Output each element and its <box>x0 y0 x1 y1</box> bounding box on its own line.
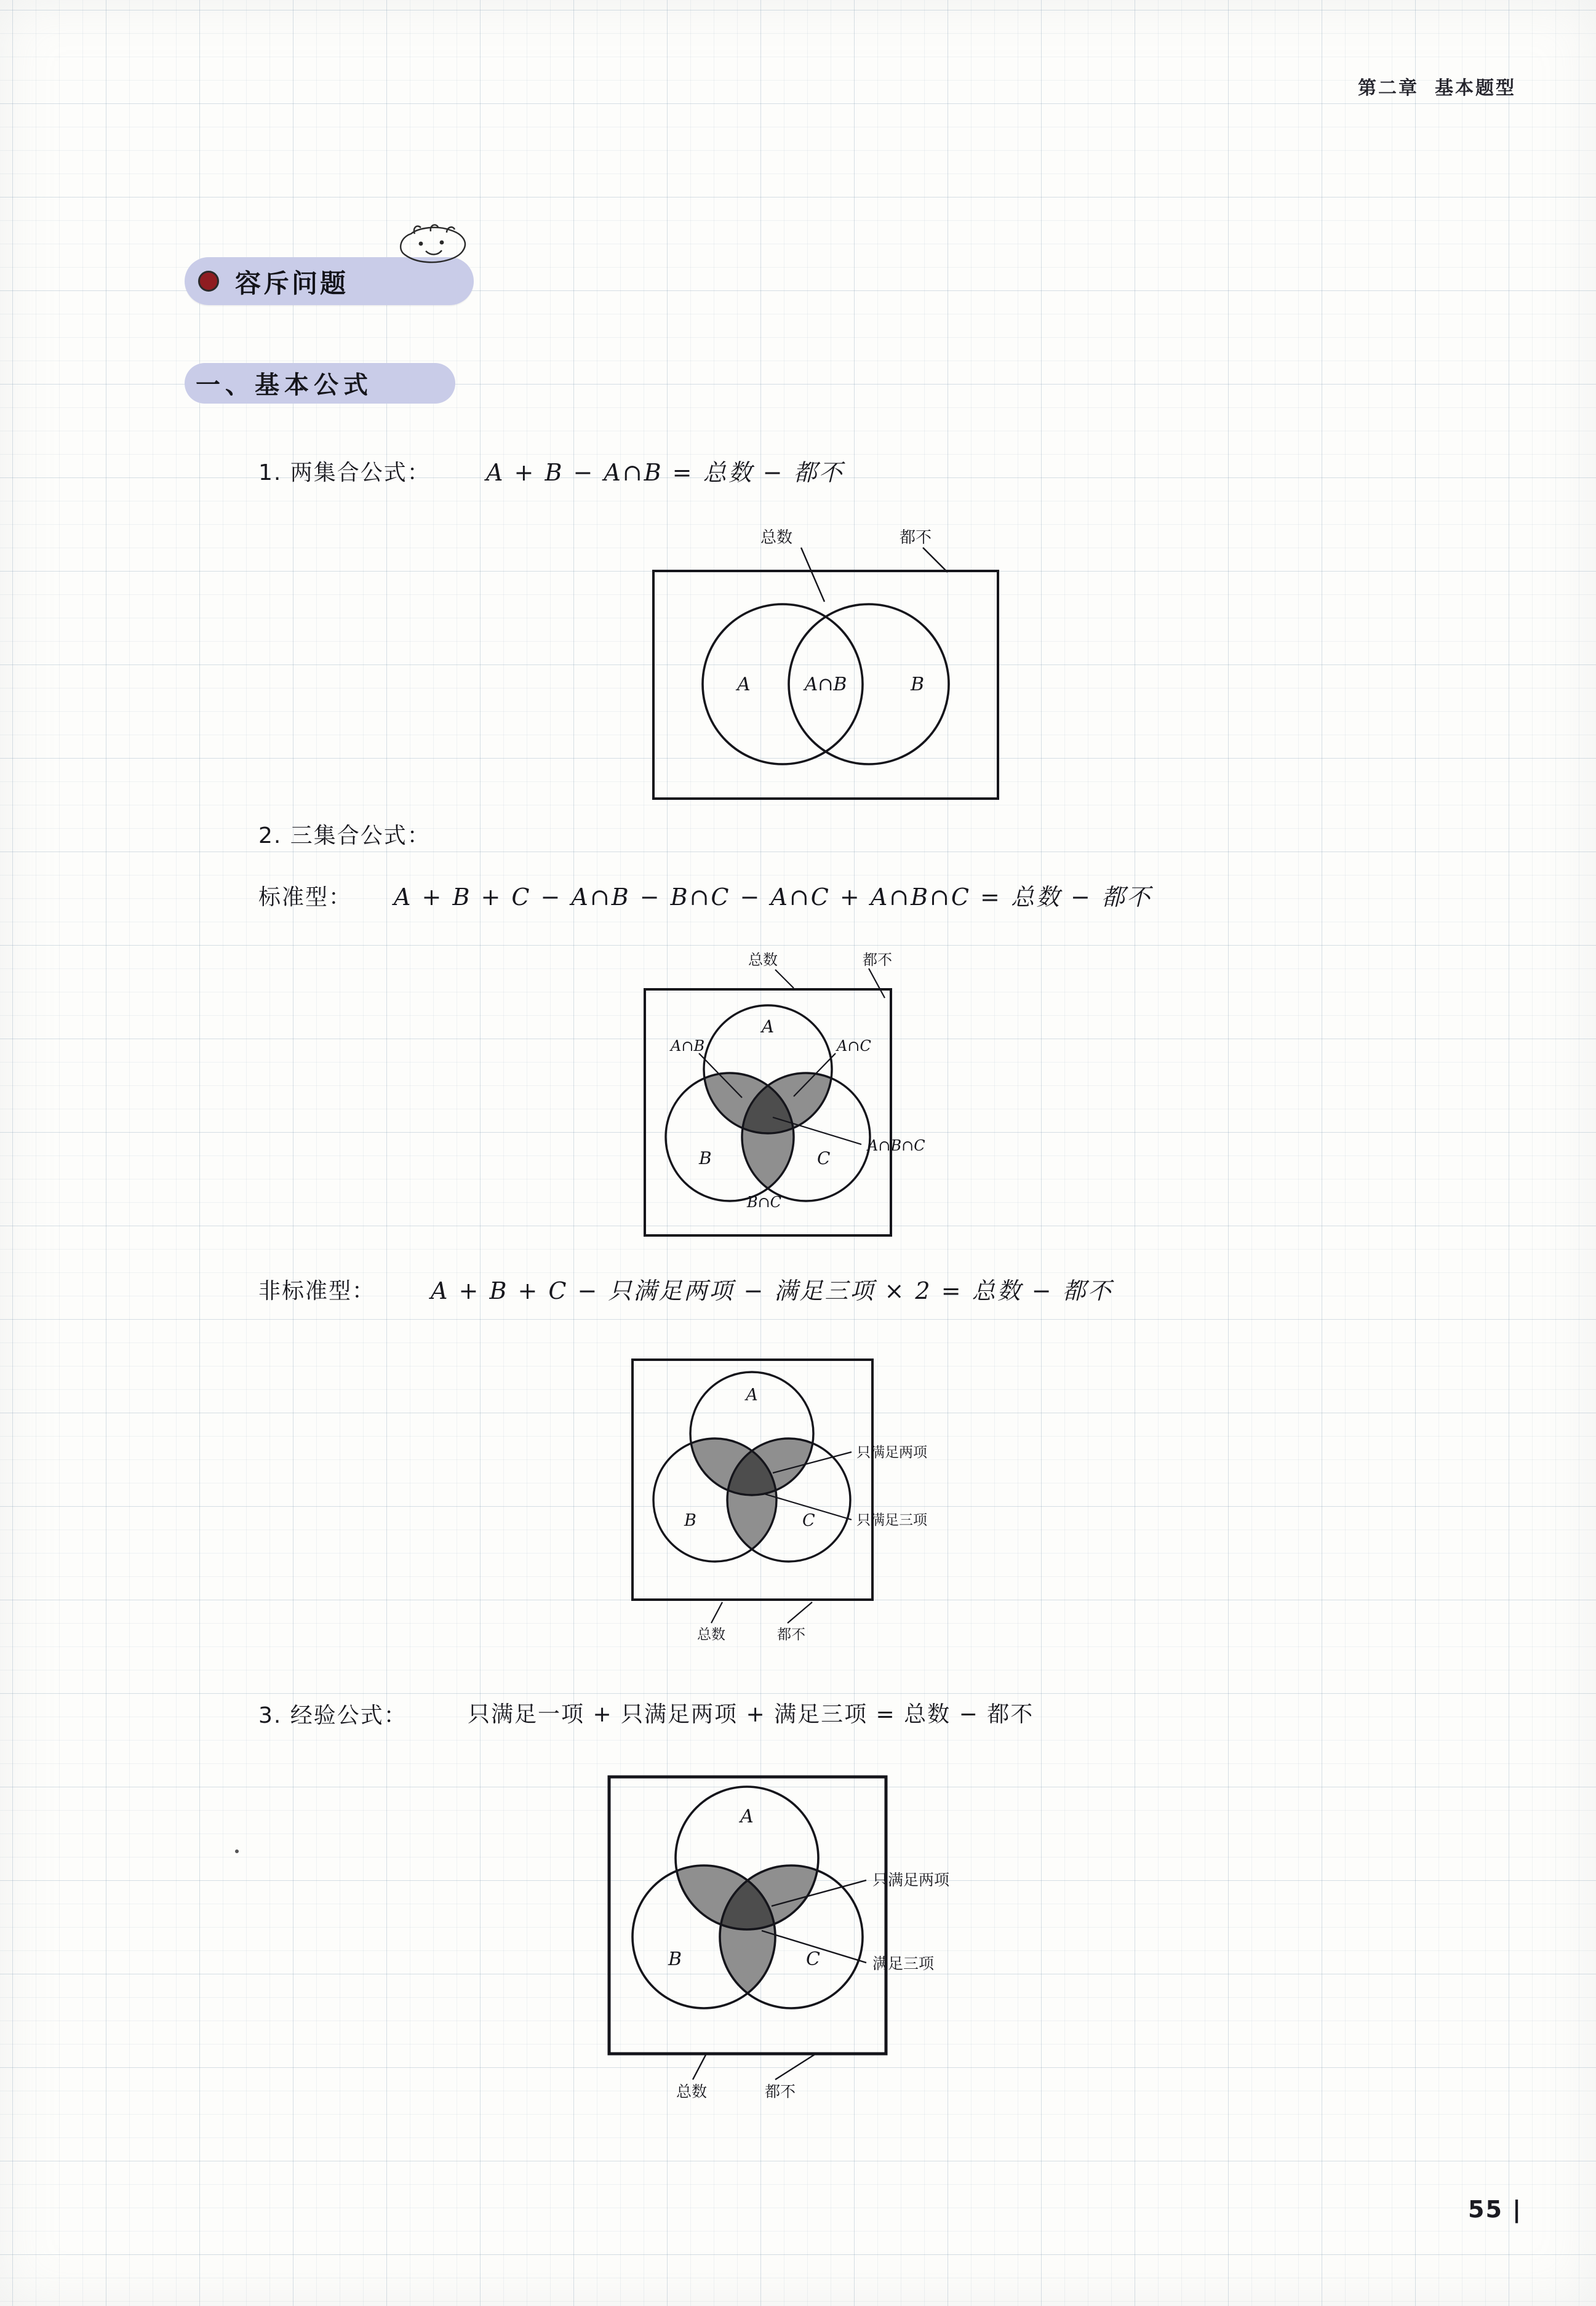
label-set-c: C <box>817 1148 831 1168</box>
page-number: 55 | <box>1468 2196 1522 2223</box>
label-total: 总数 <box>676 2083 708 2101</box>
label-bc: B∩C <box>746 1194 782 1211</box>
item2-nonstandard-formula: A + B + C − 只满足两项 − 满足三项 × 2 = 总数 − 都不 <box>431 1277 1113 1304</box>
page-header <box>1358 73 1516 100</box>
item1-formula: A + B − A∩B = 总数 − 都不 <box>486 459 844 486</box>
label-set-c: C <box>806 1949 820 1970</box>
diagram-three-set-standard <box>591 941 1046 1286</box>
label-set-b: B <box>668 1949 682 1970</box>
label-set-a: A <box>761 1016 775 1037</box>
label-set-c: C <box>802 1511 815 1530</box>
label-only-three: 只满足三项 <box>856 1512 927 1528</box>
diagram-three-set-nonstandard <box>591 1341 1046 1674</box>
label-neither: 都不 <box>863 951 892 968</box>
label-total: 总数 <box>748 951 778 968</box>
label-only-two: 只满足两项 <box>856 1445 927 1461</box>
header-section: 基本题型 <box>1435 78 1516 99</box>
page-title: 容斥问题 <box>235 268 349 298</box>
item2-standard-label: 标准型： <box>258 885 353 910</box>
section-heading: 一、基本公式 <box>196 371 373 399</box>
doodle-icon <box>394 221 474 269</box>
item2-nonstandard-label: 非标准型： <box>258 1279 376 1304</box>
item2-standard-formula: A + B + C − A∩B − B∩C − A∩C + A∩B∩C = 总数 − 都不 <box>394 884 1152 911</box>
label-ab: A∩B <box>671 1037 705 1055</box>
label-neither: 都不 <box>764 2083 796 2101</box>
label-set-a: A <box>746 1386 758 1405</box>
label-set-b: B <box>911 674 925 695</box>
item3-formula: 只满足一项 + 只满足两项 + 满足三项 = 总数 − 都不 <box>468 1702 1034 1727</box>
label-neither: 都不 <box>899 529 932 547</box>
label-only-two: 只满足两项 <box>872 1871 950 1889</box>
bullet-icon <box>198 271 219 292</box>
label-intersection: A∩B <box>804 674 847 695</box>
label-three: 满足三项 <box>872 1955 935 1973</box>
diagram-three-set-empirical <box>572 1760 1040 2129</box>
diagram-two-set-venn <box>640 523 1034 818</box>
label-set-a: A <box>737 674 751 695</box>
label-total: 总数 <box>760 529 793 547</box>
label-set-b: B <box>699 1148 712 1168</box>
item1-label: 1. 两集合公式： <box>258 460 431 485</box>
header-chapter: 第二章 <box>1358 78 1419 99</box>
label-ac: A∩C <box>837 1037 871 1055</box>
page-number-value: 55 <box>1468 2196 1503 2223</box>
label-abc: A∩B∩C <box>868 1137 925 1154</box>
item2-label: 2. 三集合公式： <box>258 823 431 848</box>
item3-label: 3. 经验公式： <box>258 1703 407 1728</box>
label-set-b: B <box>684 1511 696 1530</box>
label-neither: 都不 <box>777 1627 805 1643</box>
stray-ink-dot <box>235 1849 239 1853</box>
label-set-a: A <box>740 1806 754 1827</box>
label-total: 总数 <box>697 1627 725 1643</box>
